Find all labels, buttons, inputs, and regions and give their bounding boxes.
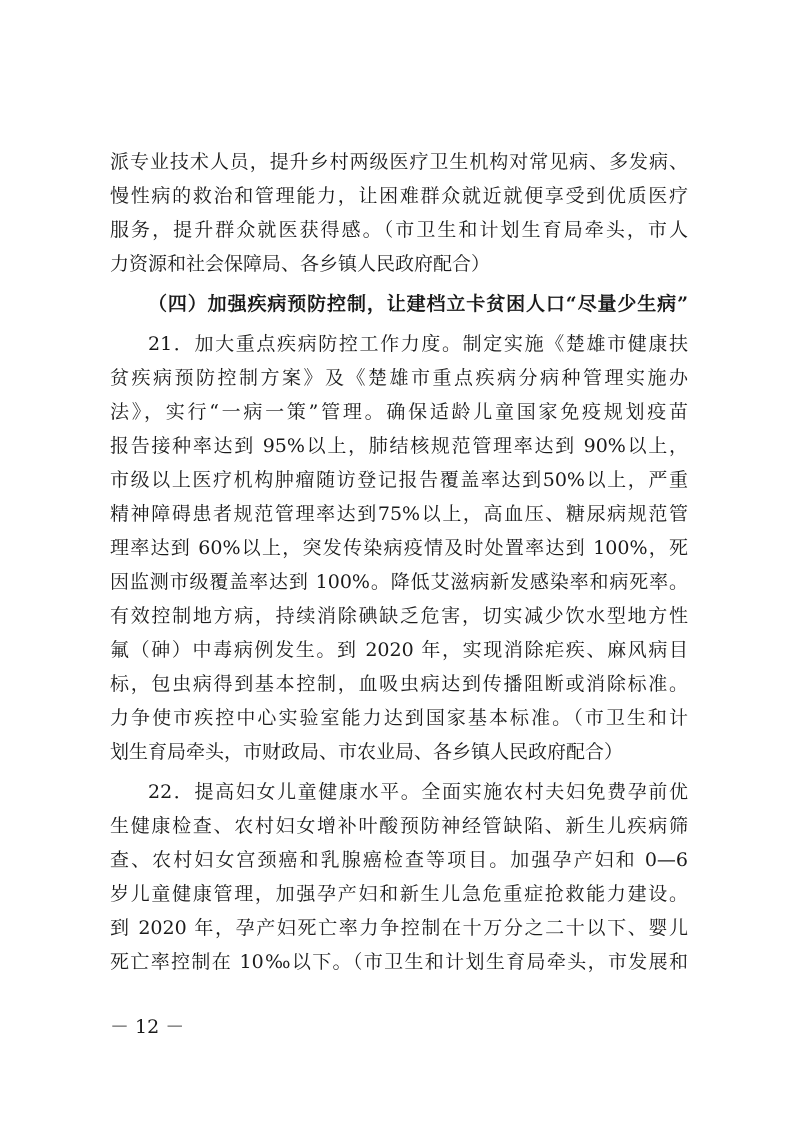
text-line: 有效控制地方病，持续消除碘缺乏危害，切实减少饮水型地方性 (110, 605, 688, 627)
section-heading: （四）加强疾病预防控制，让建档立卡贫困人口“尽量少生病” (148, 293, 688, 315)
text-line: 查、农村妇女宫颈癌和乳腺癌检查等项目。加强孕产妇和 0—6 (110, 849, 688, 871)
text-line: 服务，提升群众就医获得感。（市卫生和计划生育局牵头，市人 (110, 219, 688, 241)
text-line: 慢性病的救治和管理能力，让困难群众就近就便享受到优质医疗 (110, 185, 688, 207)
text-line: 理率达到 60%以上，突发传染病疫情及时处置率达到 100%，死 (110, 537, 688, 559)
text-line: 划生育局牵头，市财政局、市农业局、各乡镇人民政府配合） (110, 741, 624, 763)
text-line: 法》，实行“一病一策”管理。确保适龄儿童国家免疫规划疫苗 (110, 401, 688, 423)
text-line: 氟（砷）中毒病例发生。到 2020 年，实现消除疟疾、麻风病目 (110, 639, 688, 661)
text-line: 精神障碍患者规范管理率达到75%以上，高血压、糖尿病规范管 (110, 503, 688, 525)
text-line: 报告接种率达到 95%以上，肺结核规范管理率达到 90%以上， (110, 435, 688, 457)
text-line: 贫疾病预防控制方案》及《楚雄市重点疾病分病种管理实施办 (110, 367, 688, 389)
text-line: 因监测市级覆盖率达到 100%。降低艾滋病新发感染率和病死率。 (110, 571, 688, 593)
text-line: 标，包虫病得到基本控制，血吸虫病达到传播阻断或消除标准。 (110, 673, 688, 695)
text-line: 22．提高妇女儿童健康水平。全面实施农村夫妇免费孕前优 (148, 781, 688, 803)
text-line: 市级以上医疗机构肿瘤随访登记报告覆盖率达到50%以上，严重 (110, 469, 688, 491)
text-line: 派专业技术人员，提升乡村两级医疗卫生机构对常见病、多发病、 (110, 151, 688, 173)
text-line: 力争使市疾控中心实验室能力达到国家基本标准。（市卫生和计 (110, 707, 688, 729)
text-line: 死亡率控制在 10‰以下。（市卫生和计划生育局牵头，市发展和 (110, 951, 688, 973)
text-line: 岁儿童健康管理，加强孕产妇和新生儿急危重症抢救能力建设。 (110, 883, 688, 905)
text-line: 到 2020 年，孕产妇死亡率力争控制在十万分之二十以下、婴儿 (110, 917, 688, 939)
page-number: － 12 － (110, 1016, 185, 1038)
text-line: 生健康检查、农村妇女增补叶酸预防神经管缺陷、新生儿疾病筛 (110, 815, 688, 837)
text-line: 力资源和社会保障局、各乡镇人民政府配合） (110, 253, 491, 275)
text-line: 21．加大重点疾病防控工作力度。制定实施《楚雄市健康扶 (148, 333, 688, 355)
